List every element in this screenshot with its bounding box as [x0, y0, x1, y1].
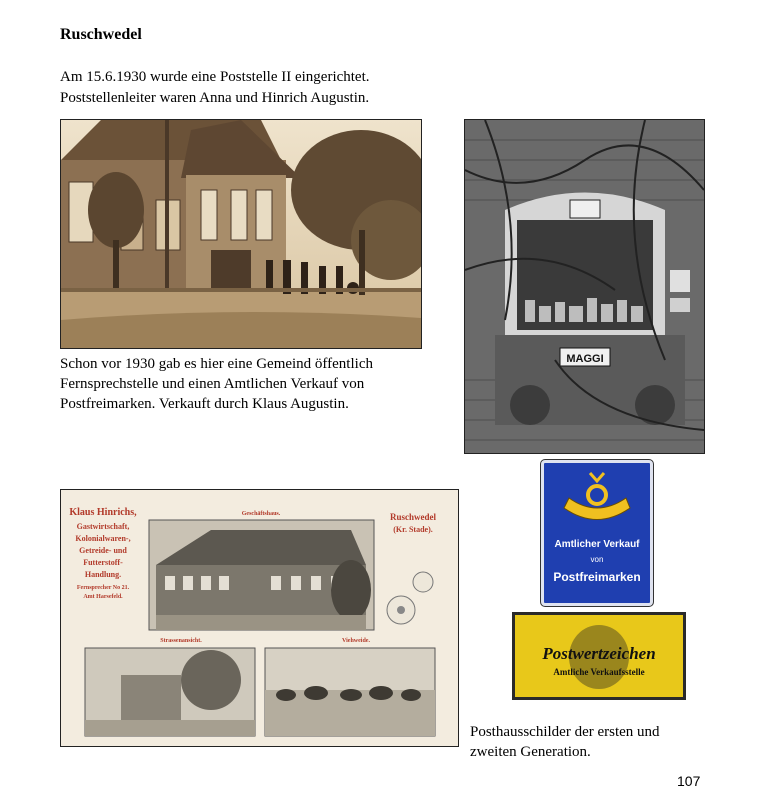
postcard-place-sub: (Kr. Stade).: [393, 525, 433, 534]
postcard-place: Ruschwedel: [389, 512, 437, 522]
postcard-image: [60, 489, 459, 747]
postcard-line-1: Gastwirtschaft,: [76, 522, 130, 531]
blue-sign-line2: von: [590, 555, 604, 564]
postcard-line-5: Handlung.: [84, 570, 122, 579]
postcard-bottom-left-caption: Strassenansicht.: [160, 638, 202, 644]
maggi-sign: MAGGI: [566, 353, 604, 365]
intro-line-1: Am 15.6.1930 wurde eine Poststelle II eingerichtet.: [60, 69, 370, 85]
blue-sign-line3: Postfreimarken: [553, 570, 641, 584]
caption-signs-line-2: zweiten Generation.: [470, 744, 591, 760]
postcard-line-6: Fernsprecher No 21.: [76, 585, 130, 591]
caption-signs: [470, 722, 730, 762]
shop-window-photo: [464, 119, 705, 454]
postcard-line-7: Amt Harsefeld.: [83, 594, 123, 600]
postcard-line-4: Futterstoff-: [83, 558, 123, 567]
post-horn-icon: [564, 473, 630, 520]
blue-post-sign: [541, 460, 653, 606]
postcard-top-caption: Geschäftshaus.: [241, 511, 281, 517]
yellow-post-sign: [512, 612, 686, 700]
page-number: 107: [677, 773, 701, 789]
blue-sign-line1: Amtlicher Verkauf: [554, 539, 640, 550]
postcard-line-0: Klaus Hinrichs,: [69, 507, 137, 518]
yellow-sign-line2: Amtliche Verkaufsstelle: [553, 667, 645, 677]
yellow-sign-line1: Postwertzeichen: [542, 644, 656, 663]
postcard-line-2: Kolonialwaren-,: [75, 534, 131, 543]
caption-line-3: Postfreimarken. Verkauft durch Klaus Augustin.: [60, 396, 349, 412]
postcard-line-3: Getreide- und: [79, 546, 127, 555]
caption-house-photo: [60, 354, 440, 414]
intro-text: [60, 67, 370, 109]
caption-line-1: Schon vor 1930 gab es hier eine Gemeind öffentlich: [60, 356, 373, 372]
caption-signs-line-1: Posthausschilder der ersten und: [470, 724, 660, 740]
page-heading: Ruschwedel: [60, 26, 142, 43]
intro-line-2: Poststellenleiter waren Anna und Hinrich Augustin.: [60, 90, 370, 106]
postcard-bottom-right-caption: Viehweide.: [342, 638, 370, 644]
caption-line-2: Fernsprechstelle und einen Amtlichen Verkauf von: [60, 376, 365, 392]
house-photo: [60, 119, 422, 349]
